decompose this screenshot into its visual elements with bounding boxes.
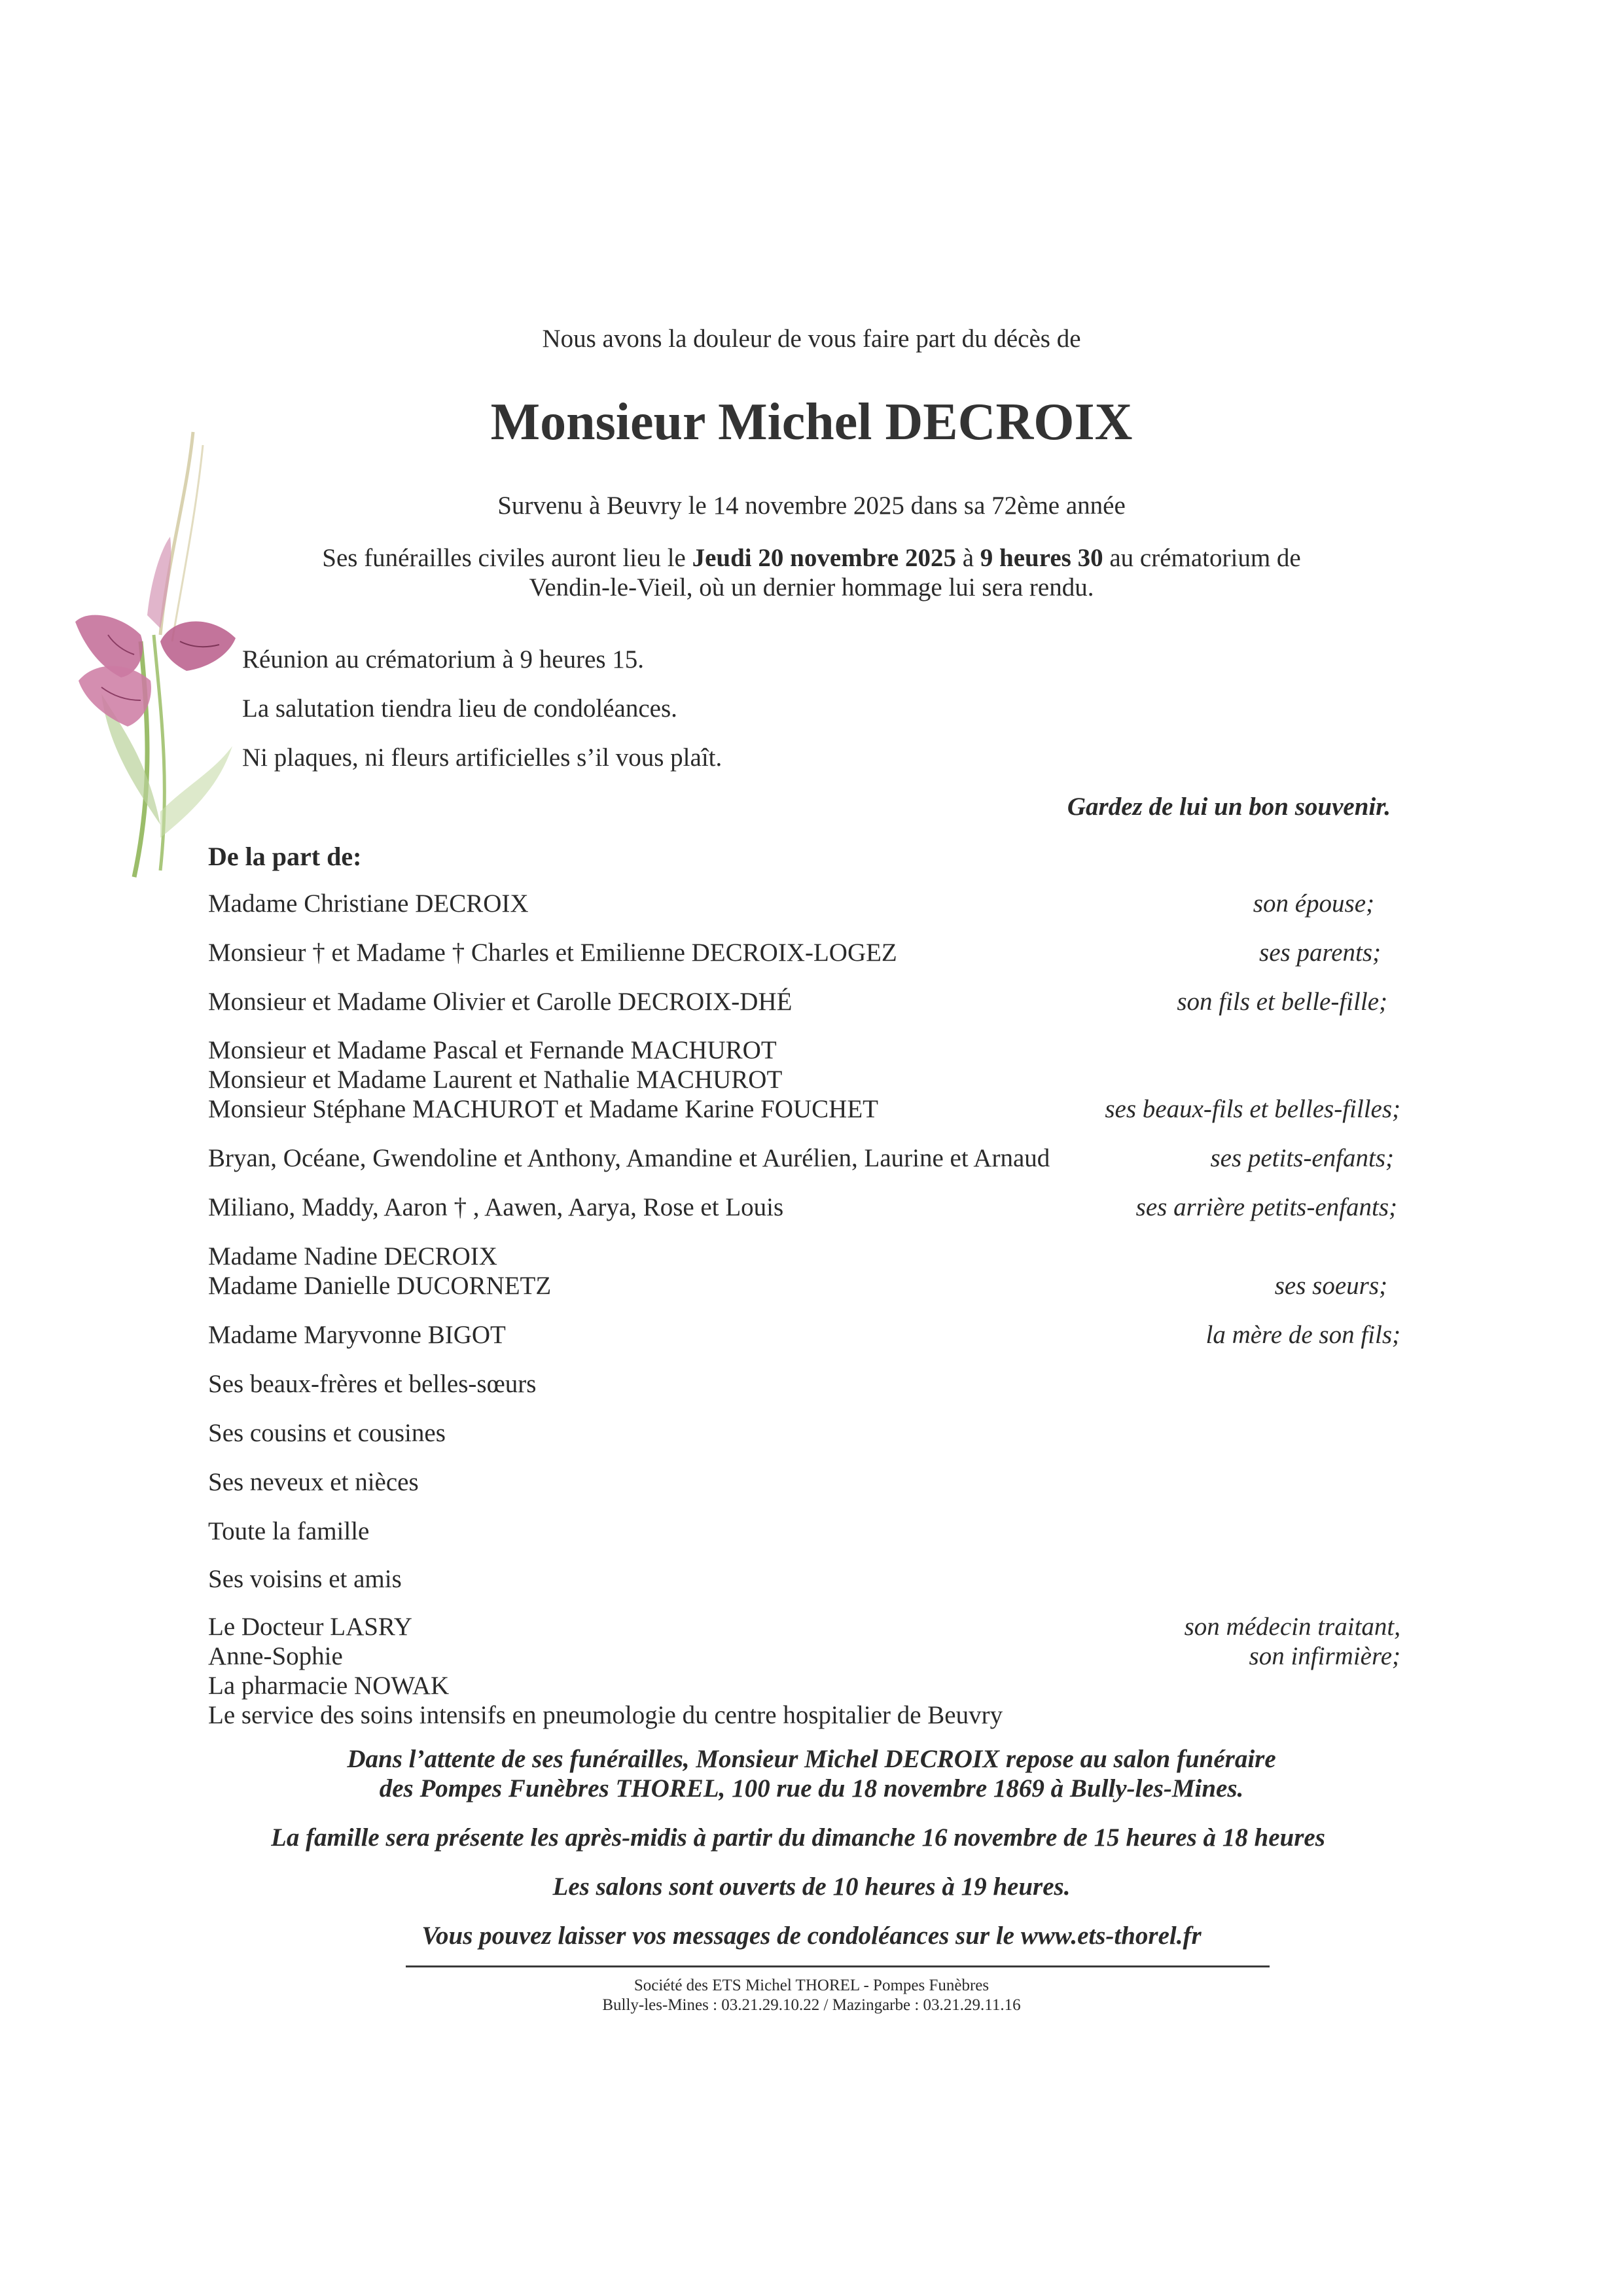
family-relation: ses beaux-fils et belles-filles;: [1105, 1095, 1400, 1123]
funeral-text-2: à: [955, 544, 980, 572]
family-name: Miliano, Maddy, Aaron † , Aawen, Aarya, Rose et Louis: [208, 1193, 784, 1221]
family-name: Madame Nadine DECROIX: [208, 1242, 497, 1270]
deceased-name: Monsieur Michel DECROIX: [490, 393, 1133, 451]
rest-line-1: Dans l’attente de ses funérailles, Monsieur Michel DECROIX repose au salon funéraire: [347, 1745, 1276, 1773]
family-name: Monsieur et Madame Olivier et Carolle DECROIX-DHÉ: [208, 988, 793, 1016]
family-presence: La famille sera présente les après-midis à partir du dimanche 16 novembre de 15 heures à 18 heures: [271, 1823, 1325, 1852]
family-relation: ses parents;: [1259, 939, 1381, 967]
family-relation: son fils et belle-fille;: [1177, 988, 1387, 1016]
family-name: Ses beaux-frères et belles-sœurs: [208, 1370, 537, 1398]
funeral-text-3: au crématorium de: [1103, 544, 1301, 572]
death-info: Survenu à Beuvry le 14 novembre 2025 dans sa 72ème année: [497, 492, 1126, 520]
note-gathering: Réunion au crématorium à 9 heures 15.: [242, 645, 645, 673]
footer-phones: Bully-les-Mines : 03.21.29.10.22 / Mazingarbe : 03.21.29.11.16: [602, 1996, 1021, 2014]
family-name: Ses neveux et nièces: [208, 1468, 419, 1496]
family-relation: ses petits-enfants;: [1210, 1144, 1394, 1172]
family-name: Madame Christiane DECROIX: [208, 889, 529, 918]
rest-line-2: des Pompes Funèbres THOREL, 100 rue du 18 novembre 1869 à Bully-les-Mines.: [379, 1774, 1244, 1803]
family-name: Madame Maryvonne BIGOT: [208, 1321, 506, 1349]
intro-text: Nous avons la douleur de vous faire part du décès de: [542, 325, 1081, 353]
footer-divider: [406, 1965, 1270, 1967]
funeral-line-2: Vendin-le-Vieil, où un dernier hommage lui sera rendu.: [529, 573, 1094, 601]
family-name: Bryan, Océane, Gwendoline et Anthony, Amandine et Aurélien, Laurine et Arnaud: [208, 1144, 1050, 1172]
note-flowers: Ni plaques, ni fleurs artificielles s’il vous plaît.: [242, 744, 722, 772]
family-name: Monsieur Stéphane MACHUROT et Madame Karine FOUCHET: [208, 1095, 878, 1123]
salon-hours: Les salons sont ouverts de 10 heures à 19 heures.: [552, 1873, 1071, 1901]
family-name: La pharmacie NOWAK: [208, 1672, 450, 1700]
family-relation: ses soeurs;: [1274, 1272, 1387, 1300]
family-relation: son médecin traitant,: [1184, 1613, 1400, 1641]
funeral-line-1: [0, 543, 1623, 573]
family-name: Monsieur et Madame Pascal et Fernande MACHUROT: [208, 1036, 777, 1064]
family-name: Madame Danielle DUCORNETZ: [208, 1272, 552, 1300]
family-relation: son épouse;: [1253, 889, 1374, 918]
calla-lily-flower-icon: [62, 419, 272, 890]
family-heading: De la part de:: [208, 842, 362, 871]
family-name: Ses cousins et cousines: [208, 1419, 446, 1447]
family-name: Ses voisins et amis: [208, 1565, 402, 1593]
family-relation: son infirmière;: [1249, 1642, 1400, 1670]
footer-company: Société des ETS Michel THOREL - Pompes Funèbres: [633, 1977, 990, 1994]
family-name: Le Docteur LASRY: [208, 1613, 412, 1641]
family-name: Anne-Sophie: [208, 1642, 343, 1670]
family-relation: la mère de son fils;: [1205, 1321, 1400, 1349]
funeral-text-1: Ses funérailles civiles auront lieu le: [322, 544, 692, 572]
family-name: Monsieur † et Madame † Charles et Emilienne DECROIX-LOGEZ: [208, 939, 897, 967]
keepsake-text: Gardez de lui un bon souvenir.: [1067, 793, 1391, 821]
note-condolences: La salutation tiendra lieu de condoléances.: [242, 694, 677, 723]
family-name: Le service des soins intensifs en pneumologie du centre hospitalier de Beuvry: [208, 1701, 1003, 1729]
family-relation: ses arrière petits-enfants;: [1135, 1193, 1397, 1221]
funeral-date: Jeudi 20 novembre 2025: [692, 544, 956, 572]
family-name: Monsieur et Madame Laurent et Nathalie MACHUROT: [208, 1066, 783, 1094]
funeral-time: 9 heures 30: [980, 544, 1103, 572]
condolences-website[interactable]: Vous pouvez laisser vos messages de condoléances sur le www.ets-thorel.fr: [421, 1922, 1202, 1950]
family-name: Toute la famille: [208, 1517, 370, 1545]
